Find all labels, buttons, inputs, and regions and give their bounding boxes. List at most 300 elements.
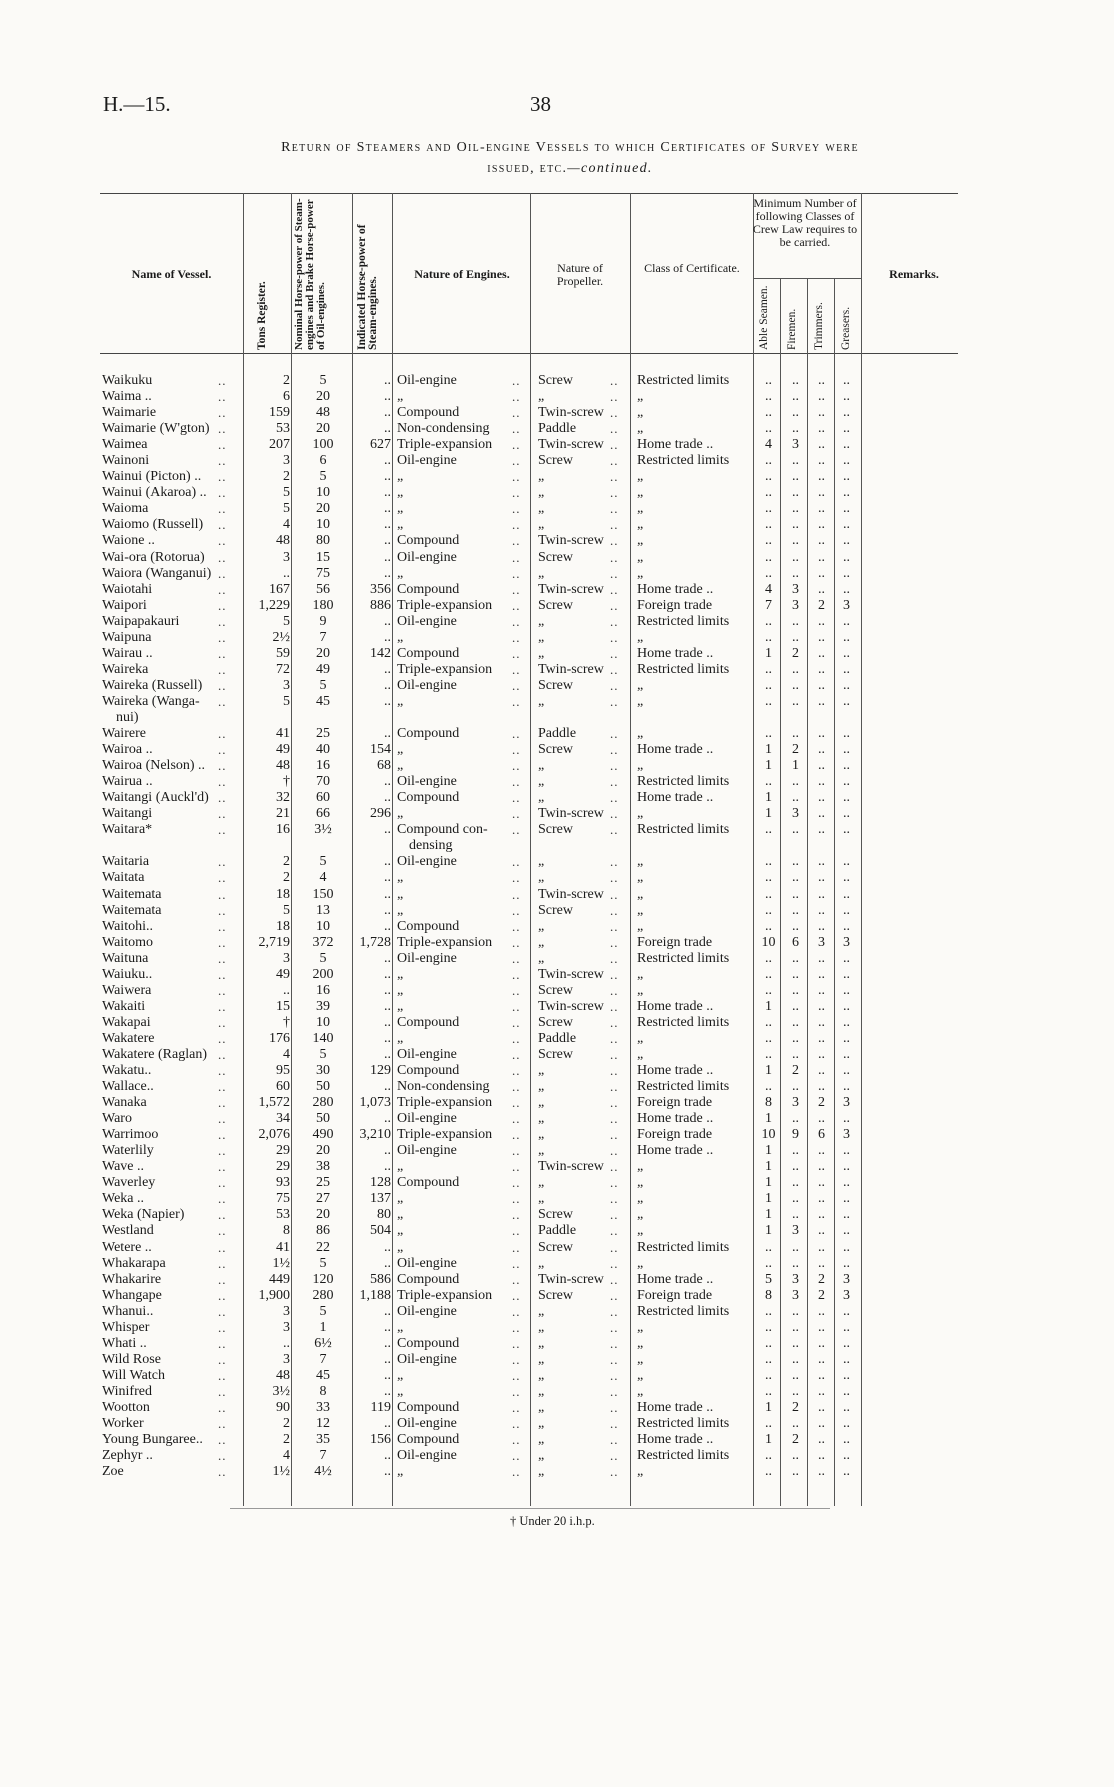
engine-cell (397, 437, 492, 453)
able-seamen-cell: 1 (765, 1400, 772, 1415)
leader-dots: .. (512, 1464, 521, 1480)
leader-dots: .. (218, 485, 227, 501)
leader-dots: .. (512, 998, 521, 1014)
firemen-cell: .. (792, 1175, 799, 1191)
footnote: † Under 20 i.h.p. (510, 1514, 595, 1528)
greasers-cell: 3 (843, 597, 850, 613)
tons-cell: 18 (276, 886, 290, 902)
able-seamen-cell: .. (765, 822, 772, 838)
nominal-hp-cell: 6½ (314, 1335, 332, 1351)
propeller-cell: Screw (538, 822, 573, 838)
trimmers-cell: .. (818, 1014, 825, 1030)
able-seamen-cell: 7 (765, 597, 772, 613)
greasers-cell: .. (843, 1223, 850, 1239)
propeller-cell: Screw (538, 549, 573, 565)
tons-cell: .. (283, 982, 290, 998)
tons-cell: 5 (283, 485, 290, 501)
firemen-cell: .. (792, 373, 799, 388)
indicated-hp-cell: 1,188 (359, 1287, 391, 1303)
leader-dots: .. (218, 774, 227, 790)
vessel-name-cell (102, 662, 148, 678)
trimmers-cell: 3 (818, 934, 825, 950)
able-seamen-cell: .. (765, 373, 772, 388)
vessel-name-cell (102, 1336, 147, 1352)
greasers-cell: .. (843, 918, 850, 934)
table-row (0, 501, 1114, 517)
vessel-table (0, 373, 1114, 1480)
nominal-hp-cell: 16 (316, 982, 330, 998)
engine-type: Oil-engine (397, 1255, 457, 1271)
greasers-cell: .. (843, 982, 850, 998)
trimmers-cell: .. (818, 1239, 825, 1255)
vessel-name: Wainui (Picton) .. (102, 469, 202, 485)
engine-cell (397, 1352, 457, 1368)
leader-dots: .. (512, 886, 521, 902)
table-row (0, 1320, 1114, 1336)
leader-dots: .. (218, 822, 227, 838)
engine-type: „ (397, 1367, 404, 1383)
able-seamen-cell: 1 (765, 1223, 772, 1239)
leader-dots: .. (512, 373, 521, 388)
nominal-hp-cell: 20 (316, 645, 330, 661)
able-seamen-cell: .. (765, 1335, 772, 1351)
nominal-hp-cell: 38 (316, 1159, 330, 1175)
certificate-cell: „ (637, 1319, 644, 1335)
tons-cell: 176 (269, 1030, 290, 1046)
propeller-cell: Twin-screw (538, 1271, 604, 1287)
table-row (0, 662, 1114, 678)
vessel-name-cell (102, 774, 153, 790)
engine-cell (397, 983, 403, 999)
leader-dots: .. (610, 934, 619, 950)
propeller-cell: „ (538, 1335, 545, 1351)
propeller-cell: Twin-screw (538, 405, 604, 421)
able-seamen-cell: .. (765, 1367, 772, 1383)
engine-type: Oil-engine (397, 1303, 457, 1319)
header-bottom-rule (100, 353, 958, 354)
table-row (0, 437, 1114, 453)
engine-type: Compound (397, 1271, 460, 1287)
able-seamen-cell: .. (765, 1464, 772, 1480)
greasers-cell: .. (843, 1079, 850, 1095)
leader-dots: .. (218, 565, 227, 581)
vessel-name-cell (102, 854, 149, 870)
tons-cell: 449 (269, 1271, 290, 1287)
engine-type: „ (397, 1207, 404, 1223)
vessel-name: Waiotahi (102, 581, 153, 597)
table-row (0, 1095, 1114, 1111)
vessel-name-cell (102, 1448, 153, 1464)
greasers-cell: .. (843, 485, 850, 501)
propeller-cell: „ (538, 645, 545, 661)
firemen-cell: 3 (792, 1287, 799, 1303)
propeller-cell: „ (538, 1448, 545, 1464)
tons-cell: 8 (283, 1223, 290, 1239)
leader-dots: .. (512, 934, 521, 950)
trimmers-cell: .. (818, 389, 825, 405)
leader-dots: .. (218, 1159, 227, 1175)
leader-dots: .. (512, 581, 521, 597)
propeller-cell: „ (538, 854, 545, 870)
engine-cell (397, 1095, 492, 1111)
engine-cell (397, 935, 492, 951)
nominal-hp-cell: 150 (312, 886, 334, 902)
vessel-name-cell (102, 1304, 153, 1320)
indicated-hp-cell: .. (384, 726, 391, 742)
leader-dots: .. (218, 1030, 227, 1046)
trimmers-cell: .. (818, 629, 825, 645)
engine-cell (397, 662, 492, 678)
nominal-hp-cell: 140 (312, 1030, 334, 1046)
vessel-name-cell (102, 1272, 161, 1288)
vessel-name-cell (102, 1464, 124, 1480)
vessel-name-cell (102, 1207, 184, 1223)
leader-dots: .. (512, 1239, 521, 1255)
nominal-hp-cell: 10 (316, 517, 330, 533)
greasers-cell: .. (843, 774, 850, 790)
nominal-hp-cell: 280 (312, 1287, 334, 1303)
vessel-name: Wairere (102, 726, 146, 742)
vessel-name-cell (102, 999, 145, 1015)
leader-dots: .. (512, 806, 521, 822)
table-row (0, 1352, 1114, 1368)
indicated-hp-cell: .. (384, 870, 391, 886)
engine-type: Triple-expansion (397, 1287, 493, 1303)
tons-cell: 207 (269, 437, 290, 453)
nominal-hp-cell: 50 (316, 1079, 330, 1095)
certificate-cell: Restricted limits (637, 613, 730, 629)
able-seamen-cell: 8 (765, 1095, 772, 1111)
propeller-cell: „ (538, 1416, 545, 1432)
indicated-hp-cell: .. (384, 1111, 391, 1127)
indicated-hp-cell: .. (384, 822, 391, 838)
leader-dots: .. (218, 1079, 227, 1095)
able-seamen-cell: 4 (765, 581, 772, 597)
trimmers-cell: .. (818, 822, 825, 838)
vessel-name: Waiora (Wanganui) (102, 565, 212, 581)
able-seamen-cell: .. (765, 1014, 772, 1030)
leader-dots: .. (512, 1063, 521, 1079)
propeller-cell: Screw (538, 453, 573, 469)
propeller-cell: „ (538, 918, 545, 934)
vessel-name: Whangape (102, 1287, 162, 1303)
indicated-hp-cell: 119 (370, 1400, 391, 1415)
able-seamen-cell: .. (765, 918, 772, 934)
trimmers-cell: .. (818, 661, 825, 677)
table-row (0, 1240, 1114, 1256)
leader-dots: .. (512, 693, 521, 709)
leader-dots: .. (610, 1046, 619, 1062)
vessel-name: Waituna (102, 950, 149, 966)
vessel-name: Wainoni (102, 453, 150, 469)
indicated-hp-cell: .. (384, 373, 391, 388)
tons-cell: 3 (283, 1351, 290, 1367)
certificate-cell: „ (637, 469, 644, 485)
nominal-hp-cell: 49 (316, 661, 330, 677)
leader-dots: .. (512, 469, 521, 485)
leader-dots: .. (218, 1319, 227, 1335)
leader-dots: .. (512, 1159, 521, 1175)
able-seamen-cell: .. (765, 1030, 772, 1046)
indicated-hp-cell: .. (384, 661, 391, 677)
firemen-cell: .. (792, 1319, 799, 1335)
nominal-hp-cell: 5 (319, 469, 327, 485)
trimmers-cell: .. (818, 1255, 825, 1271)
able-seamen-cell: .. (765, 870, 772, 886)
certificate-cell: „ (637, 405, 644, 421)
engine-cell (397, 1272, 459, 1288)
certificate-cell: „ (637, 421, 644, 437)
vessel-name: Warrimoo (102, 1127, 159, 1143)
table-row (0, 646, 1114, 662)
leader-dots: .. (512, 1191, 521, 1207)
table-row (0, 1432, 1114, 1448)
firemen-cell: .. (792, 1111, 799, 1127)
certificate-cell: „ (637, 1335, 644, 1351)
vessel-name: Waitohi.. (102, 918, 153, 934)
leader-dots: .. (218, 1239, 227, 1255)
nominal-hp-cell: 20 (316, 1207, 330, 1223)
indicated-hp-cell: .. (384, 854, 391, 870)
able-seamen-cell: .. (765, 405, 772, 421)
propeller-cell: Screw (538, 1014, 573, 1030)
vessel-name: Wairua .. (102, 774, 153, 790)
leader-dots: .. (610, 1464, 619, 1480)
greasers-cell: .. (843, 1175, 850, 1191)
tons-cell: 32 (276, 790, 290, 806)
engine-cell (397, 999, 403, 1015)
vessel-name: Waipori (102, 597, 147, 613)
indicated-hp-cell: .. (384, 501, 391, 517)
leader-dots: .. (610, 1383, 619, 1399)
leader-dots: .. (610, 1079, 619, 1095)
engine-cell (397, 1063, 459, 1079)
vessel-name-cell (102, 758, 205, 774)
indicated-hp-cell: .. (384, 613, 391, 629)
nominal-hp-cell: 66 (316, 806, 330, 822)
leader-dots: .. (218, 742, 227, 758)
tons-cell: 49 (276, 742, 290, 758)
indicated-hp-cell: 504 (370, 1223, 391, 1239)
leader-dots: .. (512, 1287, 521, 1303)
leader-dots: .. (512, 1207, 521, 1223)
engine-type: „ (397, 758, 404, 774)
vessel-name-cell (102, 550, 205, 566)
trimmers-cell: .. (818, 1046, 825, 1062)
vessel-name: Waireka (Wanga- (102, 693, 200, 709)
engine-cell (397, 421, 490, 437)
table-row (0, 1288, 1114, 1304)
vessel-name: Zephyr .. (102, 1448, 153, 1464)
leader-dots: .. (218, 1063, 227, 1079)
leader-dots: .. (610, 677, 619, 693)
vessel-name-continued: nui) (116, 709, 139, 725)
tons-cell: 2 (283, 854, 290, 870)
nominal-hp-cell: 5 (319, 1303, 327, 1319)
leader-dots: .. (610, 373, 619, 388)
greasers-cell: .. (843, 966, 850, 982)
leader-dots: .. (512, 966, 521, 982)
propeller-cell: „ (538, 1143, 545, 1159)
vessel-name: Weka .. (102, 1191, 145, 1207)
greasers-cell: .. (843, 389, 850, 405)
leader-dots: .. (610, 565, 619, 581)
tons-cell: 2 (283, 469, 290, 485)
leader-dots: .. (610, 870, 619, 886)
leader-dots: .. (610, 1303, 619, 1319)
trimmers-cell: .. (818, 1432, 825, 1448)
firemen-cell: .. (792, 1191, 799, 1207)
able-seamen-cell: 8 (765, 1287, 772, 1303)
firemen-cell: 3 (792, 581, 799, 597)
leader-dots: .. (218, 1448, 227, 1464)
engine-type: Compound (397, 1400, 460, 1415)
trimmers-cell: .. (818, 1464, 825, 1480)
engine-cell (397, 870, 403, 886)
nominal-hp-cell: 40 (316, 742, 330, 758)
indicated-hp-cell: .. (384, 1383, 391, 1399)
greasers-cell: .. (843, 1014, 850, 1030)
vessel-name: Wetere .. (102, 1239, 152, 1255)
vessel-name-cell (102, 935, 153, 951)
indicated-hp-cell: .. (384, 693, 391, 709)
engine-type: Compound (397, 533, 460, 549)
propeller-cell: Twin-screw (538, 886, 604, 902)
table-row (0, 614, 1114, 630)
indicated-hp-cell: .. (384, 1416, 391, 1432)
leader-dots: .. (610, 982, 619, 998)
certificate-cell: „ (637, 629, 644, 645)
tons-cell: 1,900 (258, 1287, 290, 1303)
tons-cell: 1,229 (258, 597, 290, 613)
leader-dots: .. (218, 902, 227, 918)
firemen-cell: .. (792, 1239, 799, 1255)
vessel-name-cell (102, 887, 162, 903)
certificate-cell: „ (637, 389, 644, 405)
firemen-cell: 3 (792, 1095, 799, 1111)
certificate-cell: „ (637, 533, 644, 549)
vessel-name: Waikuku (102, 373, 153, 388)
firemen-cell: .. (792, 405, 799, 421)
nominal-hp-cell: 39 (316, 998, 330, 1014)
vessel-name-cell (102, 533, 155, 549)
engine-type: Triple-expansion (397, 437, 493, 453)
tons-cell: 60 (276, 1079, 290, 1095)
trimmers-cell: .. (818, 854, 825, 870)
engine-cell (397, 1207, 403, 1223)
leader-dots: .. (218, 549, 227, 565)
certificate-cell: „ (637, 1351, 644, 1367)
greasers-cell: .. (843, 421, 850, 437)
engine-cell (397, 1223, 403, 1239)
propeller-cell: „ (538, 501, 545, 517)
propeller-cell: Paddle (538, 421, 577, 437)
vessel-name-cell (102, 1416, 144, 1432)
leader-dots: .. (218, 1175, 227, 1191)
propeller-cell: Screw (538, 982, 573, 998)
vessel-name-cell (102, 822, 152, 838)
trimmers-cell: .. (818, 1143, 825, 1159)
trimmers-cell: .. (818, 677, 825, 693)
header-top-rule (100, 193, 958, 194)
leader-dots: .. (610, 1207, 619, 1223)
greasers-cell: .. (843, 1351, 850, 1367)
certificate-cell: „ (637, 966, 644, 982)
tons-cell: 5 (283, 501, 290, 517)
leader-dots: .. (512, 1255, 521, 1271)
vessel-name-cell (102, 469, 201, 485)
leader-dots: .. (218, 1095, 227, 1111)
firemen-cell: .. (792, 1416, 799, 1432)
engine-type: Oil-engine (397, 677, 457, 693)
engine-cell (397, 919, 459, 935)
certificate-cell: Home trade .. (637, 742, 714, 758)
vessel-name: Waitaria (102, 854, 150, 870)
vessel-name-cell (102, 598, 147, 614)
certificate-cell: Home trade .. (637, 645, 714, 661)
leader-dots: .. (512, 597, 521, 613)
nominal-hp-cell: 6 (319, 453, 327, 469)
col-header-tons: Tons Register. (256, 281, 268, 350)
col-header-able: Able Seamen. (758, 285, 770, 350)
engine-cell (397, 614, 457, 630)
able-seamen-cell: .. (765, 902, 772, 918)
engine-type: Compound (397, 1063, 460, 1079)
leader-dots: .. (610, 1159, 619, 1175)
vessel-name: Waitemata (102, 902, 162, 918)
able-seamen-cell: .. (765, 1255, 772, 1271)
leader-dots: .. (610, 1111, 619, 1127)
firemen-cell: .. (792, 870, 799, 886)
vessel-name-cell (102, 1031, 155, 1047)
leader-dots: .. (512, 774, 521, 790)
firemen-cell: .. (792, 1014, 799, 1030)
leader-dots: .. (610, 1191, 619, 1207)
vessel-name: Wairoa (Nelson) .. (102, 758, 206, 774)
certificate-cell: „ (637, 870, 644, 886)
engine-type: „ (397, 485, 404, 501)
greasers-cell: .. (843, 1046, 850, 1062)
nominal-hp-cell: 35 (316, 1432, 330, 1448)
page-number: 38 (530, 92, 551, 116)
leader-dots: .. (218, 613, 227, 629)
leader-dots: .. (512, 1143, 521, 1159)
engine-type: „ (397, 966, 404, 982)
nominal-hp-cell: 22 (316, 1239, 330, 1255)
propeller-cell: „ (538, 1400, 545, 1415)
nominal-hp-cell: 372 (312, 934, 334, 950)
nominal-hp-cell: 7 (319, 1351, 327, 1367)
trimmers-cell: .. (818, 1111, 825, 1127)
vessel-name: Weka (Napier) (102, 1207, 185, 1223)
vessel-name: Waioma (102, 501, 149, 517)
propeller-cell: „ (538, 1063, 545, 1079)
col-header-ihp: Indicated Horse-power of Steam-engines. (356, 224, 379, 350)
greasers-cell: .. (843, 501, 850, 517)
engine-cell (397, 1047, 457, 1063)
firemen-cell: 2 (792, 1400, 799, 1415)
nominal-hp-cell: 20 (316, 389, 330, 405)
tons-cell: 3 (283, 1319, 290, 1335)
vessel-name: Waiwera (102, 982, 152, 998)
able-seamen-cell: .. (765, 693, 772, 709)
firemen-cell: .. (792, 1159, 799, 1175)
leader-dots: .. (610, 549, 619, 565)
firemen-cell: .. (792, 1255, 799, 1271)
leader-dots: .. (610, 1255, 619, 1271)
vessel-name: Waireka (102, 661, 149, 677)
leader-dots: .. (610, 501, 619, 517)
